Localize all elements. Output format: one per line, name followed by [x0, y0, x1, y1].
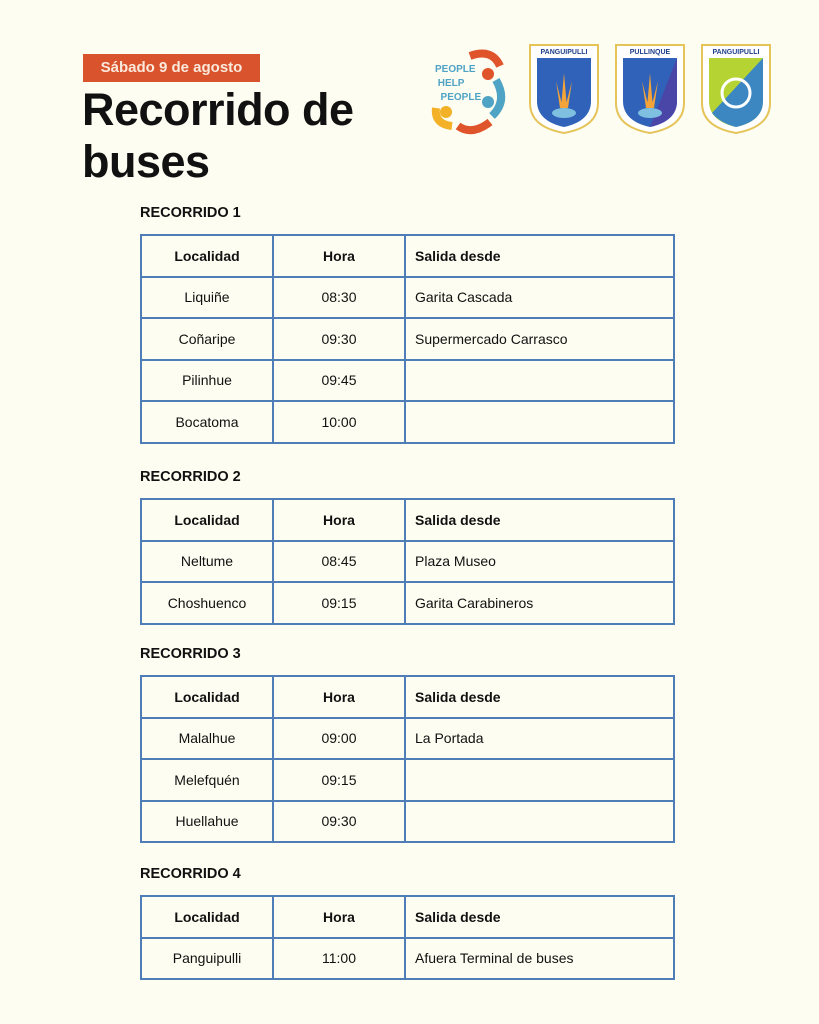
liceo-pullinque-logo	[614, 43, 686, 140]
column-header: Salida desde	[405, 676, 674, 718]
cell-hora: 09:00	[273, 718, 405, 760]
cell-salida: Afuera Terminal de buses	[405, 938, 674, 980]
logos	[430, 43, 780, 138]
cell-localidad: Malalhue	[141, 718, 273, 760]
column-header: Salida desde	[405, 896, 674, 938]
cell-hora: 11:00	[273, 938, 405, 980]
svg-text:PULLINQUE: PULLINQUE	[629, 49, 671, 56]
cell-localidad: Coñaripe	[141, 318, 273, 360]
cell-hora: 09:30	[273, 801, 405, 843]
cell-localidad: Melefquén	[141, 759, 273, 801]
date-badge: Sábado 9 de agosto	[83, 54, 260, 82]
table-header-row	[141, 499, 674, 541]
column-header: Hora	[273, 235, 405, 277]
cell-salida: Garita Cascada	[405, 277, 674, 319]
table-header-row	[141, 676, 674, 718]
liceo-panguipulli-logo	[528, 43, 600, 140]
title-line-2: buses	[82, 136, 210, 187]
column-header: Localidad	[141, 235, 273, 277]
title-line-1: Recorrido de	[82, 84, 354, 135]
table-row	[141, 318, 674, 360]
cell-hora: 10:00	[273, 401, 405, 443]
cell-hora: 09:45	[273, 360, 405, 402]
cell-localidad: Choshuenco	[141, 582, 273, 624]
table-row	[141, 277, 674, 319]
colegio-basico-logo	[700, 43, 772, 140]
cell-localidad: Bocatoma	[141, 401, 273, 443]
cell-localidad: Neltume	[141, 541, 273, 583]
cell-hora: 08:30	[273, 277, 405, 319]
cell-salida: Plaza Museo	[405, 541, 674, 583]
route-label: RECORRIDO 2	[140, 469, 241, 485]
column-header: Localidad	[141, 896, 273, 938]
cell-hora: 08:45	[273, 541, 405, 583]
route-table	[140, 675, 675, 843]
table-row	[141, 759, 674, 801]
cell-salida	[405, 801, 674, 843]
cell-salida	[405, 759, 674, 801]
people-help-people-logo	[430, 46, 508, 136]
cell-hora: 09:15	[273, 759, 405, 801]
table-row	[141, 360, 674, 402]
route-label: RECORRIDO 3	[140, 646, 241, 662]
cell-salida: La Portada	[405, 718, 674, 760]
cell-localidad: Panguipulli	[141, 938, 273, 980]
table-header-row	[141, 235, 674, 277]
route-table	[140, 498, 675, 625]
cell-localidad: Liquiñe	[141, 277, 273, 319]
cell-localidad: Pilinhue	[141, 360, 273, 402]
cell-salida: Supermercado Carrasco	[405, 318, 674, 360]
table-header-row	[141, 896, 674, 938]
cell-hora: 09:30	[273, 318, 405, 360]
column-header: Salida desde	[405, 235, 674, 277]
table-row	[141, 938, 674, 980]
cell-salida	[405, 401, 674, 443]
table-row	[141, 582, 674, 624]
route-table	[140, 895, 675, 980]
route-label: RECORRIDO 4	[140, 866, 241, 882]
table-row	[141, 801, 674, 843]
column-header: Salida desde	[405, 499, 674, 541]
column-header: Hora	[273, 499, 405, 541]
column-header: Hora	[273, 676, 405, 718]
table-row	[141, 541, 674, 583]
php-logo-text: PEOPLE HELP PEOPLE	[435, 64, 482, 103]
svg-text:PANGUIPULLI: PANGUIPULLI	[540, 49, 588, 56]
page-title	[82, 84, 354, 188]
route-label: RECORRIDO 1	[140, 205, 241, 221]
table-row	[141, 718, 674, 760]
table-row	[141, 401, 674, 443]
cell-salida	[405, 360, 674, 402]
svg-text:PANGUIPULLI: PANGUIPULLI	[712, 49, 760, 56]
cell-salida: Garita Carabineros	[405, 582, 674, 624]
column-header: Localidad	[141, 676, 273, 718]
cell-hora: 09:15	[273, 582, 405, 624]
column-header: Localidad	[141, 499, 273, 541]
column-header: Hora	[273, 896, 405, 938]
route-table	[140, 234, 675, 444]
cell-localidad: Huellahue	[141, 801, 273, 843]
